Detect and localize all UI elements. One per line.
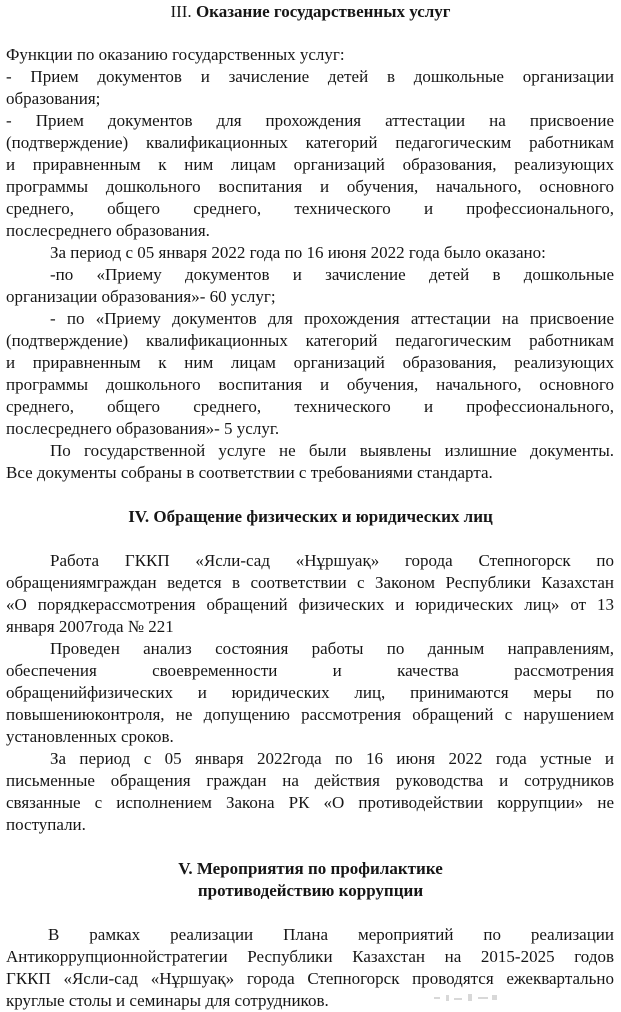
text-line: Функции по оказанию государственных услуг: (6, 45, 345, 64)
text-line: - Прием документов для прохождения аттестации на присвоение (6, 111, 614, 130)
section-3-heading (0, 1, 621, 23)
text-line: послесреднего образования. (6, 221, 210, 240)
text-line: обращениямграждан ведется в соответствии с Законом Республики Казахстан (6, 573, 614, 592)
text-line: За период с 05 января 2022 года по 16 июня 2022 года было оказано: (50, 243, 546, 262)
text-line: По государственной услуге не были выявлены излишние документы. (50, 441, 614, 460)
text-line: круглые столы и семинары для сотрудников. (6, 991, 329, 1010)
text-line: Работа ГККП «Ясли-сад «Нұршуақ» города Степногорск по (50, 551, 614, 570)
text-line: - по «Приему документов для прохождения аттестации на присвоение (50, 309, 614, 328)
section-5-title-line-1: V. Мероприятия по профилактике (178, 859, 443, 878)
text-line: (подтверждение) квалификационных категорий педагогическим работникам (6, 133, 614, 152)
section-3-title: Оказание государственных услуг (195, 2, 451, 21)
text-line: - Прием документов и зачисление детей в дошкольные организации (6, 67, 614, 86)
text-line: связанные с исполнением Закона РК «О противодействии коррупции» не (6, 793, 614, 812)
text-line: поступали. (6, 815, 86, 834)
text-line: обращенийфизических и юридических лиц, принимаются меры по (6, 683, 614, 702)
text-line: (подтверждение) квалификационных категорий педагогическим работникам (6, 331, 614, 350)
text-line: -по «Приему документов и зачисление детей в дошкольные (50, 265, 614, 284)
text-line: и приравненным к ним лицам организаций образования, реализующих (6, 353, 614, 372)
text-line: повышениюконтроля, не допущению рассмотрения обращений с нарушением (6, 705, 614, 724)
text-line: и приравненным к ним лицам организаций образования, реализующих (6, 155, 614, 174)
text-line: За период с 05 января 2022года по 16 июня 2022 года устные и (50, 749, 614, 768)
section-4-title: IV. Обращение физических и юридических лиц (128, 507, 493, 526)
text-line: среднего, общего среднего, технического и профессионального, (6, 199, 614, 218)
text-line: установленных сроков. (6, 727, 174, 746)
text-line: среднего, общего среднего, технического и профессионального, (6, 397, 614, 416)
scan-artifact-icon (432, 992, 502, 1004)
text-line: Антикоррупционнойстратегии Республики Казахстан на 2015-2025 годов (6, 947, 614, 966)
text-line: ГККП «Ясли-сад «Нұршуақ» города Степногорск проводятся ежеквартально (6, 969, 614, 988)
text-line: образования; (6, 89, 101, 108)
text-line: организации образования»- 60 услуг; (6, 287, 276, 306)
text-line: «О порядкерассмотрения обращений физических и юридических лиц» от 13 (6, 595, 614, 614)
text-line: письменные обращения граждан на действия руководства и сотрудников (6, 771, 614, 790)
section-3-roman: III. (170, 2, 192, 21)
text-line: программы дошкольного воспитания и обучения, начального, основного (6, 375, 614, 394)
text-line: В рамках реализации Плана мероприятий по реализации (48, 925, 614, 944)
text-line: программы дошкольного воспитания и обучения, начального, основного (6, 177, 614, 196)
text-line: Все документы собраны в соответствии с требованиями стандарта. (6, 463, 493, 482)
text-line: послесреднего образования»- 5 услуг. (6, 419, 280, 438)
text-line: обеспечения своевременности и качества рассмотрения (6, 661, 614, 680)
section-5-title-line-2: противодействию коррупции (197, 881, 424, 900)
text-line: Проведен анализ состояния работы по данным направлениям, (50, 639, 614, 658)
text-line: января 2007года № 221 (6, 617, 174, 636)
